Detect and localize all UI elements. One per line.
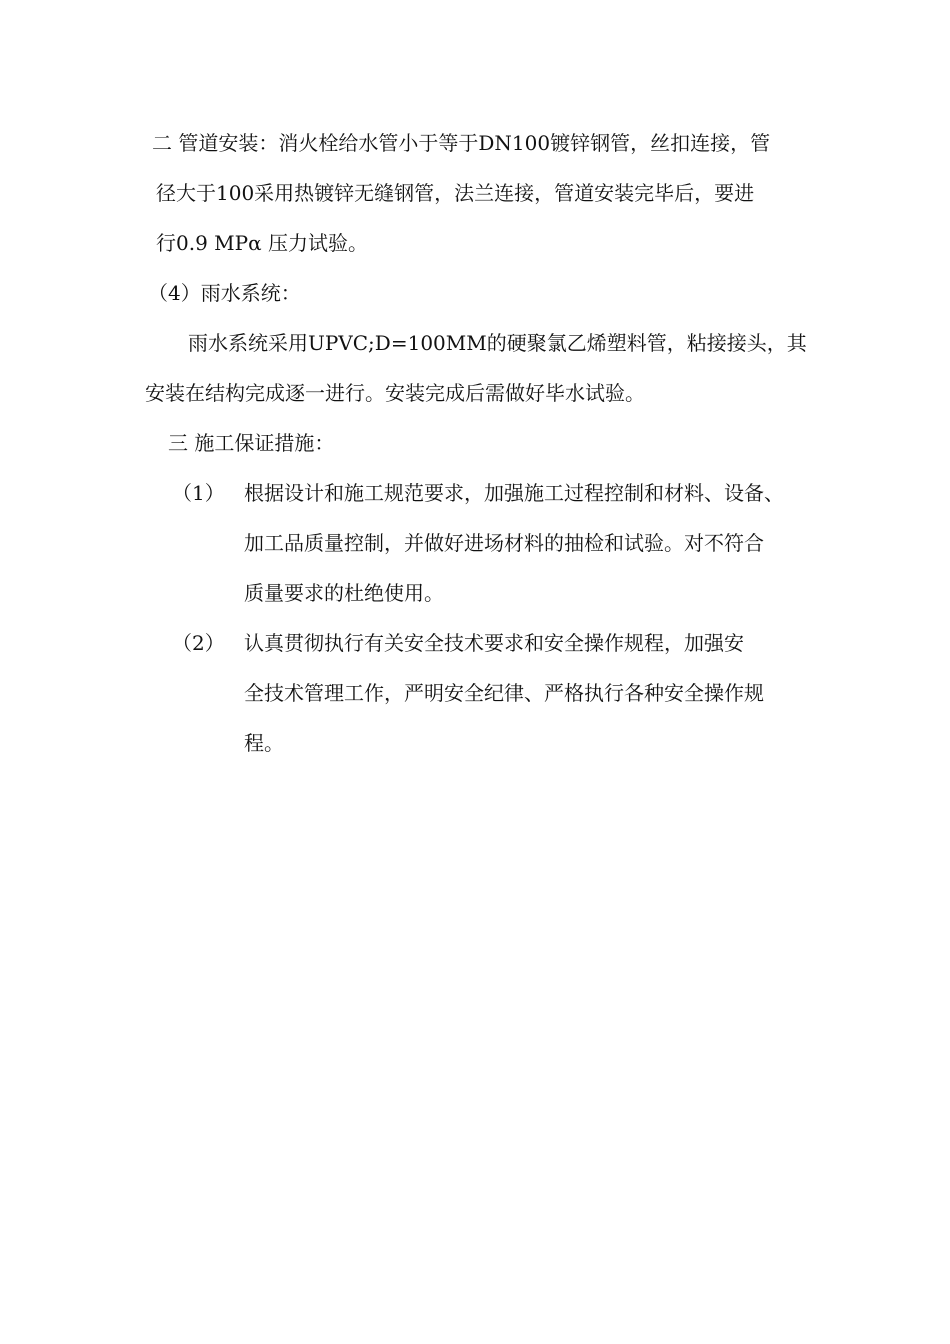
rain-system-line-2: 安装在结构完成逐一进行。安装完成后需做好毕水试验。 xyxy=(145,381,645,405)
section-two-line-1: 二 管道安装：消火栓给水管小于等于DN100镀锌钢管，丝扣连接，管 xyxy=(152,131,771,155)
list-item-marker-1: （1） xyxy=(172,481,225,505)
list-item-1-line-3: 质量要求的杜绝使用。 xyxy=(244,581,444,605)
list-item-2-line-3: 程。 xyxy=(244,731,284,755)
section-three-heading: 三 施工保证措施： xyxy=(168,431,335,455)
list-item-2-line-1: 认真贯彻执行有关安全技术要求和安全操作规程，加强安 xyxy=(244,631,744,655)
list-item-2-line-2: 全技术管理工作，严明安全纪律、严格执行各种安全操作规 xyxy=(244,681,764,705)
section-two-line-2: 径大于100采用热镀锌无缝钢管，法兰连接，管道安装完毕后，要进 xyxy=(156,181,755,205)
list-item-1-line-2: 加工品质量控制，并做好进场材料的抽检和试验。对不符合 xyxy=(244,531,764,555)
rain-system-heading: （4）雨水系统： xyxy=(148,281,301,305)
list-item-1-line-1: 根据设计和施工规范要求，加强施工过程控制和材料、设备、 xyxy=(244,481,784,505)
list-item-marker-2: （2） xyxy=(172,631,225,655)
section-two-line-3: 行0.9 MPα 压力试验。 xyxy=(156,231,368,255)
rain-system-line-1: 雨水系统采用UPVC;D=100MM的硬聚氯乙烯塑料管，粘接接头，其 xyxy=(188,331,807,355)
